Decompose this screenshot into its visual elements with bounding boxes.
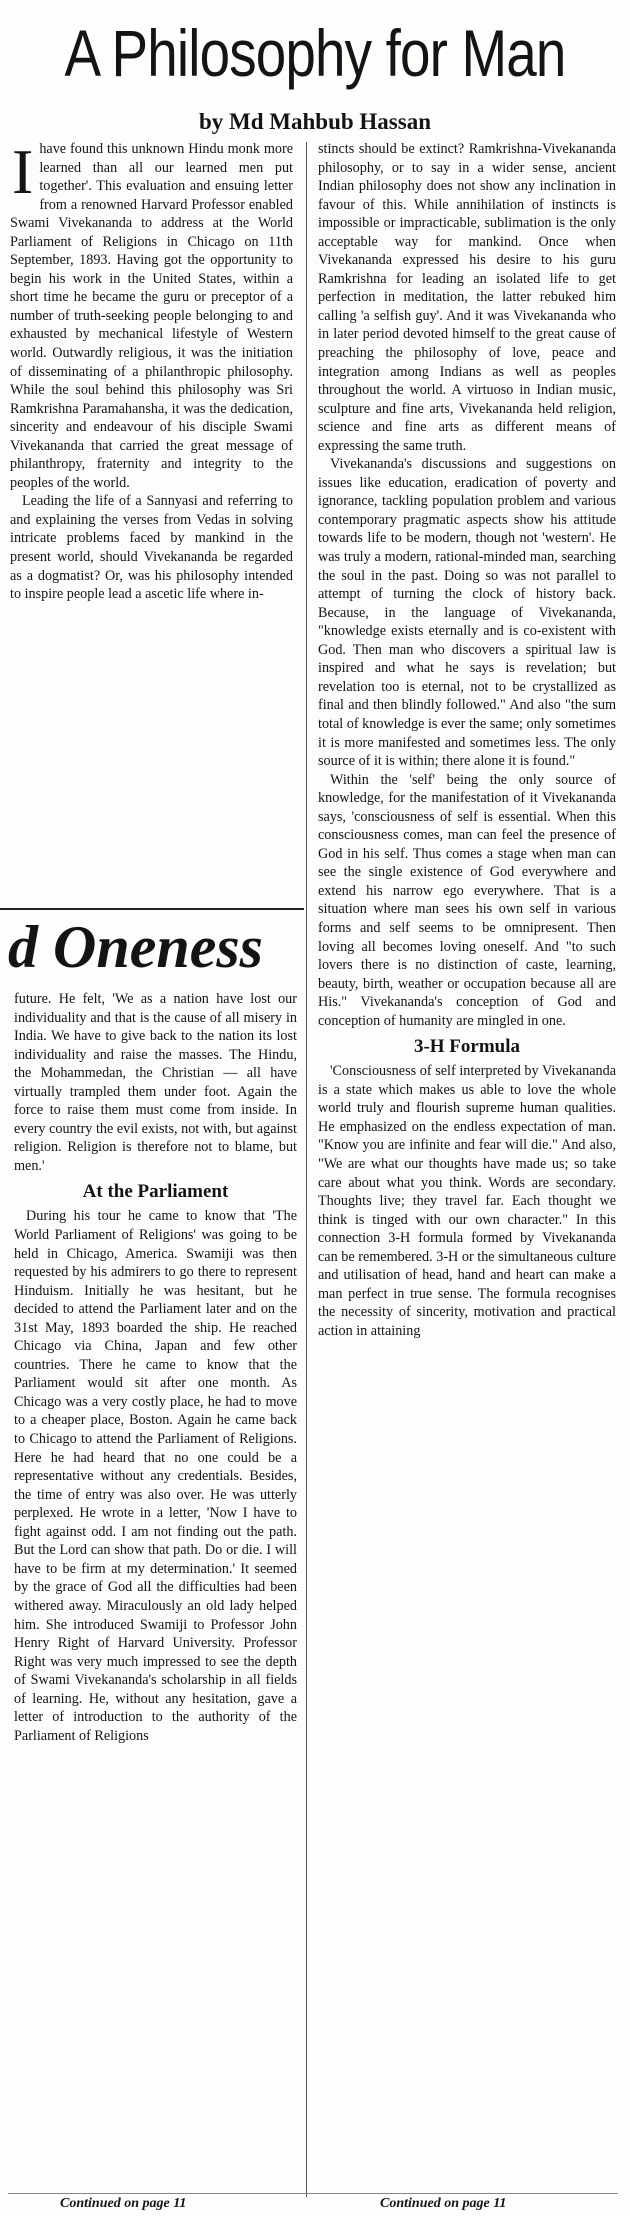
article-column-3	[14, 990, 297, 2195]
continued-notice-right: Continued on page 11	[380, 2196, 507, 2211]
article-title: A Philosophy for Man	[64, 16, 566, 90]
paragraph: Vivekananda's discussions and suggestions on issues like education, eradication of poverty and ignorance, tackling population problem and various contemporary pragmatic aspects show his attitude towards life to be modern, though not 'western'. He was truly a modern, rational-minded man, searching the soul in the past. Doing so was not parallel to attempt of turning the clock of history back. Because, in the language of Vivekananda, "knowledge exists eternally and is co-existent with God. Then man who discovers a spiritual law is inspired and what he says is revelation; but revelation too is eternal, not to be crystallized as final and then blindly followed." And also "the sum total of knowledge is ever the same; only sometimes it is more manifested and sometimes less. The only source of it is within; there alone it is found."	[318, 456, 616, 770]
drop-cap: I	[12, 140, 34, 207]
section-heading-at-the-parliament: At the Parliament	[82, 1181, 229, 1203]
article-column-2	[318, 140, 616, 2190]
article-column-1	[10, 140, 293, 950]
paragraph: During his tour he came to know that 'The World Parliament of Religions' was going to be held in Chicago, America. Swamiji was then requested by his admirers to go there to represent Hinduism. Initially he was hesitant, but he decided to attend the Parliament later and on the 31st May, 1893 boarded the ship. He reached Chicago via China, Japan and few other countries. There he came to know that the Parliament would sit after one month. As Chicago was a very costly place, he had to move to a cheaper place, Boston. Again he came back to Chicago to attend the Parliament of Religions. Here he had heard that no one could be a representative without any credentials. Besides, the time of entry was also over. He was utterly perplexed. He wrote in a letter, 'Now I have to fight against odd. I am not finding out the path. But the Lord can show that path. Do or die. I will have to be firm at my determination.' It seemed by the grace of God all the difficulties had been withered away. Miraculously an old lady helped him. She introduced Swamiji to Professor John Henry Right of Harvard University. Professor Right was very much impressed to see the depth of Swami Vivekananda's scholarship in all fields of learning. He, without any hesitation, gave a letter of introduction to the authority of the Parliament of Religions	[14, 1208, 297, 1744]
column-divider	[306, 142, 307, 2197]
paragraph: 'Consciousness of self interpreted by Vivekananda is a state which makes us able to love the whole world truly and flourish supreme human qualities. He emphasized on the endless expectation of man. "Know you are infinite and fear will die." And also, "We are what our thoughts have made us; so take care about what you think. Words are secondary. Thoughts live; they travel far. Each thought we think is tinged with our own character." In this connection 3-H formula formed by Vivekananda can be remembered. 3-H or the simultaneous culture and utilisation of head, hand and heart can make a man perfect in true sense. The formula recognises the necessity of sincerity, motivation and practical action in attaining	[318, 1063, 616, 1339]
byline: by Md Mahbub Hassan	[199, 109, 431, 134]
section-rule	[0, 908, 304, 910]
continued-notice-left: Continued on page 11	[60, 2196, 187, 2211]
paragraph: have found this unknown Hindu monk more learned than all our learned men put together'. This evaluation and ensuing letter from a renowned Harvard Professor enabled Swami Vivekananda to address at the World Parliament of Religions in Chicago on 11th September, 1893. Having got the opportunity to begin his work in the United States, within a short time he became the guru or preceptor of a number of truth-seeking people belonging to and exhausted by mechanical lifestyle of Western world. Outwardly religious, it was the initiation of disseminating of a philanthropic philosophy. While the soul behind this philosophy was Sri Ramkrishna Paramahansha, it was the dedication, sincerity and endeavour of his disciple Swami Vivekananda that carried the great message of philanthropy, fraternity and integrity to the peoples of the world.	[10, 141, 293, 491]
paragraph: future. He felt, 'We as a nation have lost our individuality and that is the cause of all misery in India. We have to give back to the nation its lost individuality and raise the masses. The Hindu, the Mohammedan, the Christian — all have virtually trampled them under foot. Again the force to raise them must come from inside. In every country the evil exists, not with, but against religion. Religion is therefore not to blame, but men.'	[14, 991, 297, 1174]
footer-rule	[8, 2193, 618, 2194]
paragraph: Leading the life of a Sannyasi and referring to and explaining the verses from Vedas in solving intricate problems faced by mankind in the present world, should Vivekananda be regarded as a dogmatist? Or, was his philosophy intended to inspire people lead a ascetic life where in-	[10, 493, 293, 603]
oneness-headline: d Oneness	[8, 914, 264, 980]
paragraph: Within the 'self' being the only source of knowledge, for the manifestation of it Vivekananda says, 'consciousness of self is essential. When this consciousness comes, man can feel the presence of God in his self. Thus comes a stage when man can see the single existence of God everywhere and extend his narrow ego everywhere. That is a situation where man sees his own self in various forms and self seems to be omnipresent. Then loving all becomes loving oneself. And "to such lovers there is no distinction of caste, learning, beauty, birth, weather or occupation because all are His." Vivekananda's conception of God and conception of humanity are mingled in one.	[318, 771, 616, 1029]
paragraph: stincts should be extinct? Ramkrishna-Vivekananda philosophy, or to say in a wider sense, ancient Indian philosophy does not show any inclination in favour of this. While annihilation of instincts is impossible or impracticable, sublimation is the only acceptable way for mankind. Once when Vivekananda expressed his desire to his guru Ramkrishna for leading an isolated life to get perfection in meditation, the latter rebuked him calling 'a selfish guy'. And it was Vivekananda who in later period devoted himself to the great cause of preaching the philosophy of love, peace and integration among Indians as well as peoples throughout the world. A virtuoso in Indian music, sculpture and fine arts, Vivekananda held religion, science and fine arts as different means of expressing the same truth.	[318, 141, 616, 454]
section-heading-3h-formula: 3-H Formula	[413, 1036, 521, 1058]
